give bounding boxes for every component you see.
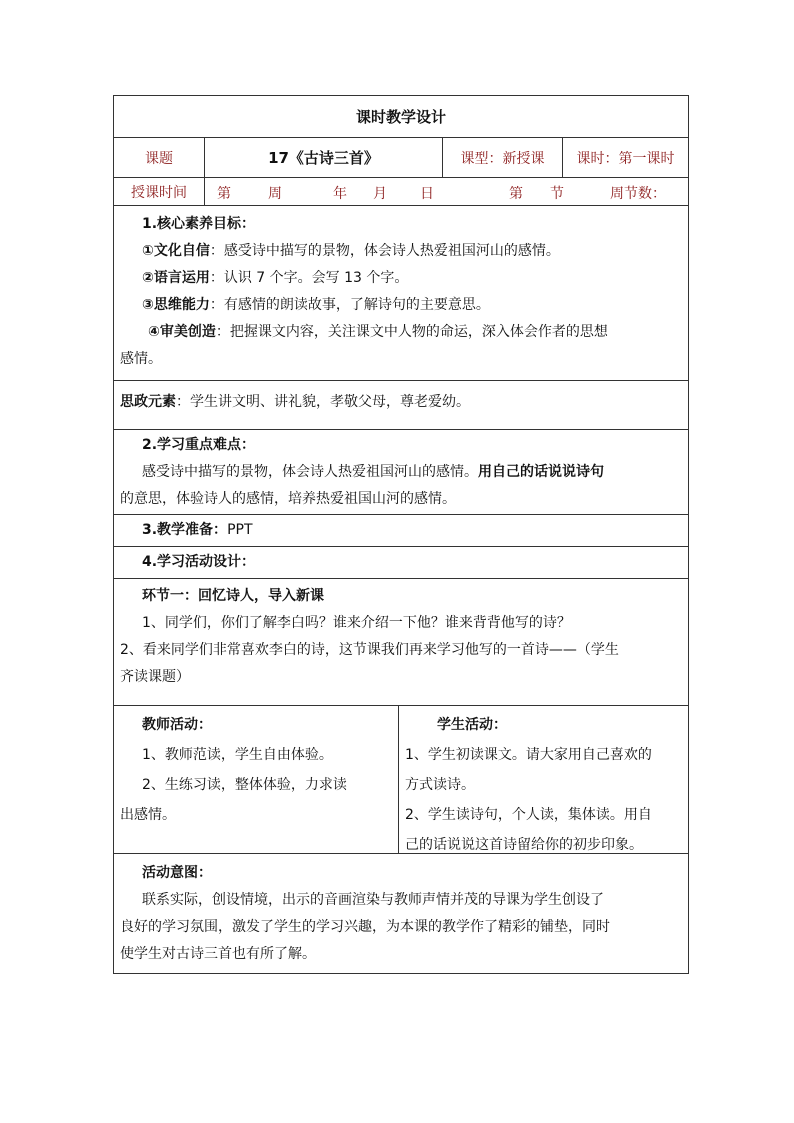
teacher-heading: 教师活动： xyxy=(142,717,212,733)
student-line: 己的话说说这首诗留给你的初步印象。 xyxy=(405,837,643,853)
keypoints-line: 的意思，体验诗人的感情，培养热爱祖国山河的感情。 xyxy=(120,491,456,507)
keypoints-line: 感受诗中描写的景物，体会诗人热爱祖国河山的感情。用自己的话说说诗句 xyxy=(142,464,604,480)
intent-heading: 活动意图： xyxy=(142,865,212,881)
section-one-line: 齐读课题） xyxy=(120,669,190,685)
ideology-section xyxy=(113,381,689,430)
student-line: 2、学生读诗句，个人读，集体读。用自 xyxy=(405,807,652,823)
key-points-section xyxy=(113,430,689,515)
period-suffix: 节 xyxy=(550,186,564,202)
lesson-type: 课型：新授课 xyxy=(443,138,563,177)
lesson-plan-table xyxy=(113,95,689,974)
year-label: 年 xyxy=(333,186,347,202)
student-heading: 学生活动： xyxy=(437,717,507,733)
lesson-title: 17《古诗三首》 xyxy=(205,138,443,177)
table-title: 课时教学设计 xyxy=(113,95,689,138)
goal-item: ①文化自信：感受诗中描写的景物，体会诗人热爱祖国河山的感情。 xyxy=(142,243,560,259)
goal-item: ②语言运用：认识 7 个字。会写 13 个字。 xyxy=(142,270,409,286)
student-line: 1、学生初读课文。请大家用自己喜欢的 xyxy=(405,747,652,763)
teacher-line: 1、教师范读，学生自由体验。 xyxy=(142,747,333,763)
schedule-fields xyxy=(205,178,688,205)
core-goals-section xyxy=(113,206,689,381)
section-one-line: 2、看来同学们非常喜欢李白的诗，这节课我们再来学习他写的一首诗——（学生 xyxy=(120,642,619,658)
week-prefix: 第 xyxy=(217,186,231,202)
goal-tail: 感情。 xyxy=(120,351,162,367)
section-one-line: 1、同学们，你们了解李白吗？谁来介绍一下他？谁来背背他写的诗？ xyxy=(142,615,571,631)
lesson-period: 课时：第一课时 xyxy=(576,150,675,167)
schedule-row xyxy=(113,178,689,206)
week-suffix: 周 xyxy=(268,186,282,202)
period-count: 周节数： xyxy=(610,186,666,202)
activities-row xyxy=(113,706,689,854)
topic-row xyxy=(113,138,689,178)
activity-intent-section xyxy=(113,854,689,974)
goals-heading: 1.核心素养目标： xyxy=(142,216,256,232)
goal-item: ③思维能力：有感情的朗读故事，了解诗句的主要意思。 xyxy=(142,297,490,313)
intent-line: 使学生对古诗三首也有所了解。 xyxy=(120,946,316,962)
schedule-label: 授课时间 xyxy=(114,178,205,205)
prep-section xyxy=(113,515,689,547)
teacher-activities xyxy=(114,706,399,853)
teacher-line: 出感情。 xyxy=(120,807,176,823)
period-prefix: 第 xyxy=(509,186,523,202)
student-activities xyxy=(399,706,688,853)
day-label: 日 xyxy=(420,186,434,202)
prep-line: 3.教学准备：PPT xyxy=(142,522,253,538)
activity-design-section xyxy=(113,547,689,579)
topic-label: 课题 xyxy=(114,138,205,177)
keypoints-heading: 2.学习重点难点： xyxy=(142,437,256,453)
intent-line: 良好的学习氛围，激发了学生的学习兴趣，为本课的教学作了精彩的铺垫，同时 xyxy=(120,919,610,935)
activity-design-heading: 4.学习活动设计： xyxy=(142,554,256,570)
student-line: 方式读诗。 xyxy=(405,777,475,793)
section-one xyxy=(113,579,689,706)
goal-item: ④审美创造：把握课文内容，关注课文中人物的命运，深入体会作者的思想 xyxy=(148,324,608,340)
intent-line: 联系实际，创设情境，出示的音画渲染与教师声情并茂的导课为学生创设了 xyxy=(142,892,604,908)
section-one-heading: 环节一：回忆诗人，导入新课 xyxy=(142,588,324,604)
ideology-line: 思政元素：学生讲文明、讲礼貌，孝敬父母，尊老爱幼。 xyxy=(120,394,470,410)
month-label: 月 xyxy=(373,186,387,202)
teacher-line: 2、生练习读，整体体验，力求读 xyxy=(142,777,347,793)
